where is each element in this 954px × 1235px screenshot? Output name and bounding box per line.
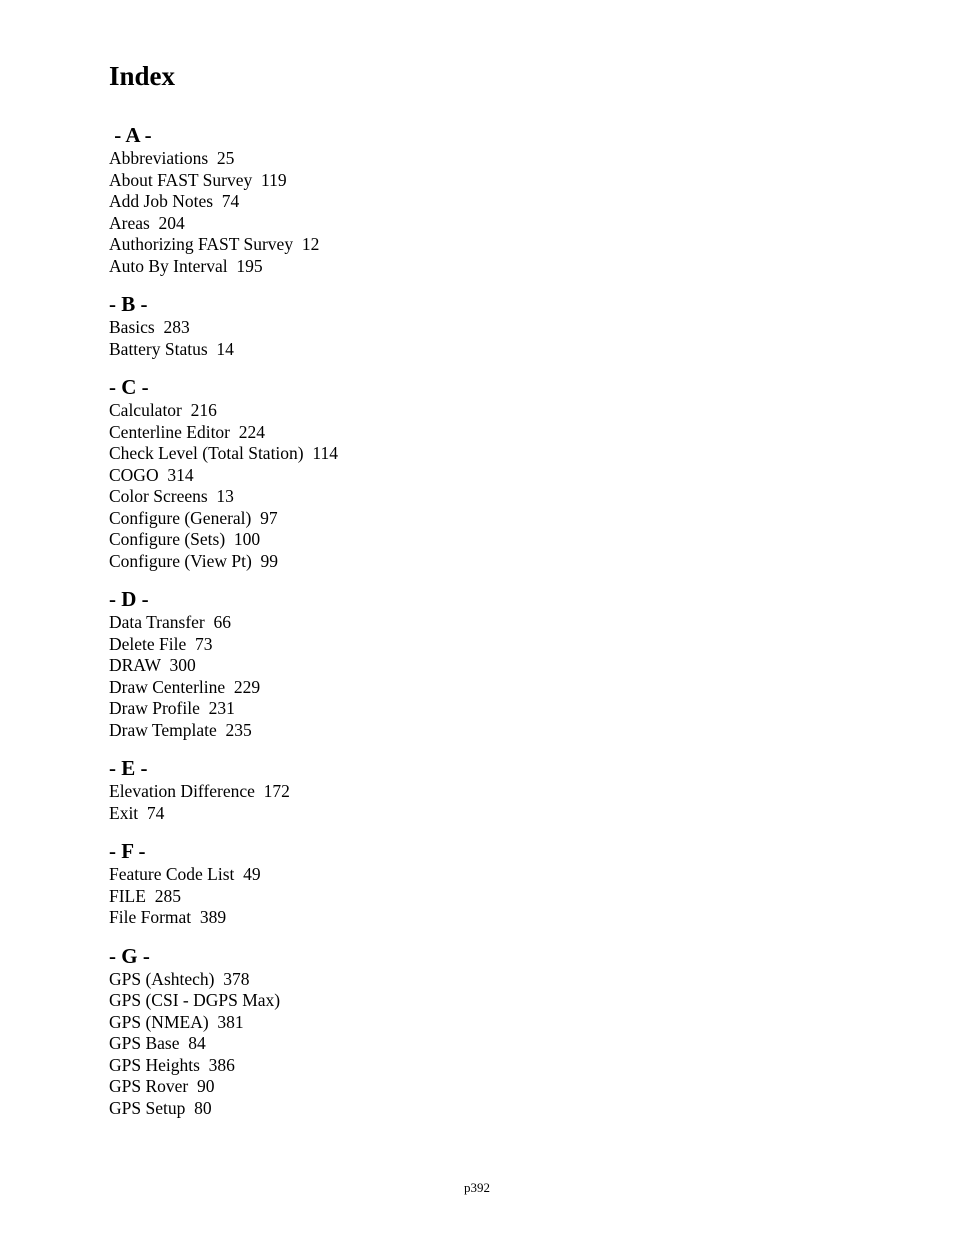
index-section — [109, 123, 338, 277]
section-letter-heading: - C - — [109, 375, 149, 399]
index-entry: GPS (NMEA) 381 — [109, 1011, 244, 1032]
index-section — [109, 839, 338, 929]
index-entry: GPS (Ashtech) 378 — [109, 968, 250, 989]
index-entry: DRAW 300 — [109, 655, 196, 675]
section-letter-heading: - G - — [109, 943, 150, 968]
index-entry: Draw Centerline 229 — [109, 676, 261, 697]
index-entry: GPS Rover 90 — [109, 1076, 215, 1096]
index-section — [109, 292, 338, 360]
index-entry: Delete File 73 — [109, 633, 213, 654]
index-entry: Feature Code List 49 — [109, 864, 261, 884]
index-entry: File Format 389 — [109, 907, 227, 927]
index-entry: Areas 204 — [109, 212, 185, 233]
index-entry: Exit 74 — [109, 802, 165, 823]
index-entry: Draw Template 235 — [109, 719, 252, 740]
section-letter-heading: - E - — [109, 756, 148, 780]
index-entry: Auto By Interval 195 — [109, 255, 263, 276]
index-entry: Draw Profile 231 — [109, 698, 235, 718]
section-letter-heading: - D - — [109, 587, 149, 611]
section-letter-heading: - A - — [109, 123, 152, 147]
index-entry: GPS Base 84 — [109, 1033, 206, 1053]
index-entry: GPS (CSI - DGPS Max) — [109, 990, 281, 1010]
index-entry: GPS Setup 80 — [109, 1097, 212, 1118]
index-entry: Color Screens 13 — [109, 486, 234, 506]
index-section — [109, 756, 338, 824]
index-entry: COGO 314 — [109, 464, 194, 485]
index-section — [109, 587, 338, 741]
index-entry: FILE 285 — [109, 885, 181, 906]
index-entry: Basics 283 — [109, 317, 190, 337]
index-entry: Calculator 216 — [109, 400, 217, 420]
page-number: p392 — [464, 1180, 490, 1195]
index-entry: Configure (View Pt) 99 — [109, 550, 279, 571]
index-entry: Configure (Sets) 100 — [109, 529, 261, 549]
index-entry: Elevation Difference 172 — [109, 781, 290, 801]
index-entry: Abbreviations 25 — [109, 148, 235, 168]
index-section — [109, 375, 338, 572]
index-entry: Authorizing FAST Survey 12 — [109, 234, 320, 254]
index-entry: Check Level (Total Station) 114 — [109, 443, 338, 463]
index-entry: Data Transfer 66 — [109, 612, 231, 632]
page-title: Index — [109, 61, 176, 91]
index-entry: Battery Status 14 — [109, 338, 234, 359]
index-entry: Add Job Notes 74 — [109, 191, 240, 211]
index-entry: Centerline Editor 224 — [109, 421, 266, 442]
index-section — [109, 944, 338, 1120]
index-sections — [109, 123, 338, 1134]
index-entry: Configure (General) 97 — [109, 507, 278, 528]
index-entry: GPS Heights 386 — [109, 1054, 235, 1075]
section-letter-heading: - B - — [109, 292, 148, 316]
index-entry: About FAST Survey 119 — [109, 169, 287, 190]
section-letter-heading: - F - — [109, 839, 146, 863]
